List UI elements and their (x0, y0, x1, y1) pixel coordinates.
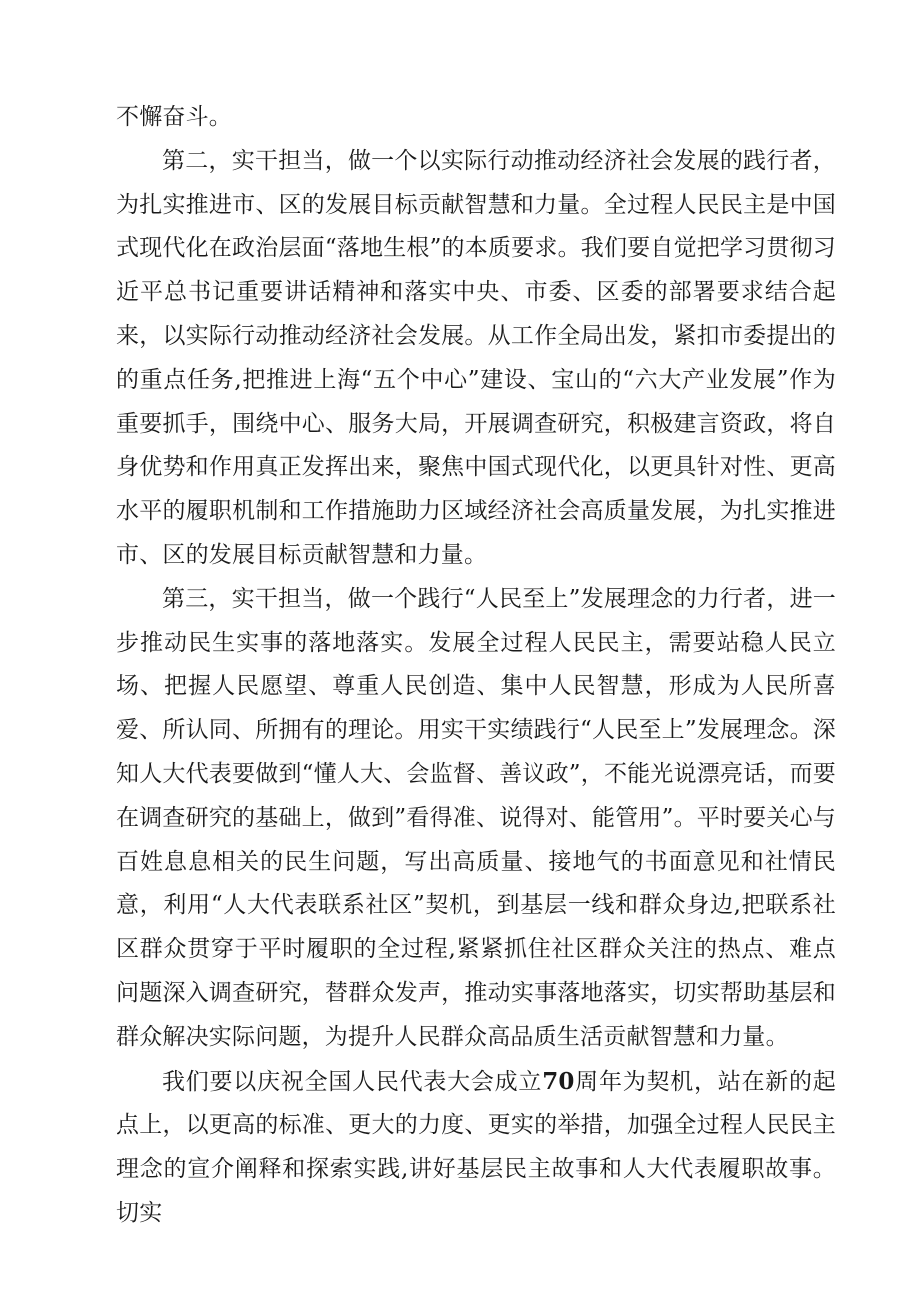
conclusion-text-after: 周年为契机，站在新的起点上，以更高的标准、更大的力度、更实的举措，加强全过程人民民主理念的宣介阐释和探索实践,讲好基层民主故事和人大代表履职故事。切实 (116, 1068, 837, 1226)
document-body (116, 96, 836, 1236)
paragraph-point-two: 第二，实干担当，做一个以实际行动推动经济社会发展的践行者，为扎实推进市、区的发展目标贡献智慧和力量。全过程人民民主是中国式现代化在政治层面“落地生根”的本质要求。我们要自觉把学习贯彻习近平总书记重要讲话精神和落实中央、市委、区委的部署要求结合起来，以实际行动推动经济社会发展。从工作全局出发，紧扣市委提出的的重点任务,把推进上海“五个中心”建设、宝山的“六大产业发展”作为重要抓手，围绕中心、服务大局，开展调查研究，积极建言资政，将自身优势和作用真正发挥出来，聚焦中国式现代化，以更具针对性、更高水平的履职机制和工作措施助力区域经济社会高质量发展，为扎实推进市、区的发展目标贡献智慧和力量。 (116, 147, 836, 568)
paragraph-conclusion (116, 1060, 836, 1236)
conclusion-text-before: 我们要以庆祝全国人民代表大会成立 (162, 1068, 543, 1095)
paragraph-continuation: 不懈奋斗。 (116, 104, 232, 130)
paragraph-point-three: 第三，实干担当，做一个践行“人民至上”发展理念的力行者，进一步推动民生实事的落地落实。发展全过程人民民主，需要站稳人民立场、把握人民愿望、尊重人民创造、集中人民智慧，形成为人民所喜爱、所认同、所拥有的理论。用实干实绩践行“人民至上”发展理念。深知人大代表要做到“懂人大、会监督、善议政”，不能光说漂亮话，而要在调查研究的基础上，做到”看得准、说得对、能管用”。平时要关心与百姓息息相关的民生问题，写出高质量、接地气的书面意见和社情民意，利用“人大代表联系社区”契机，到基层一线和群众身边,把联系社区群众贯穿于平时履职的全过程,紧紧抓住社区群众关注的热点、难点问题深入调查研究，替群众发声，推动实事落地落实，切实帮助基层和群众解决实际问题，为提升人民群众高品质生活贡献智慧和力量。 (116, 585, 836, 1050)
anniversary-number: 70 (542, 1067, 575, 1095)
